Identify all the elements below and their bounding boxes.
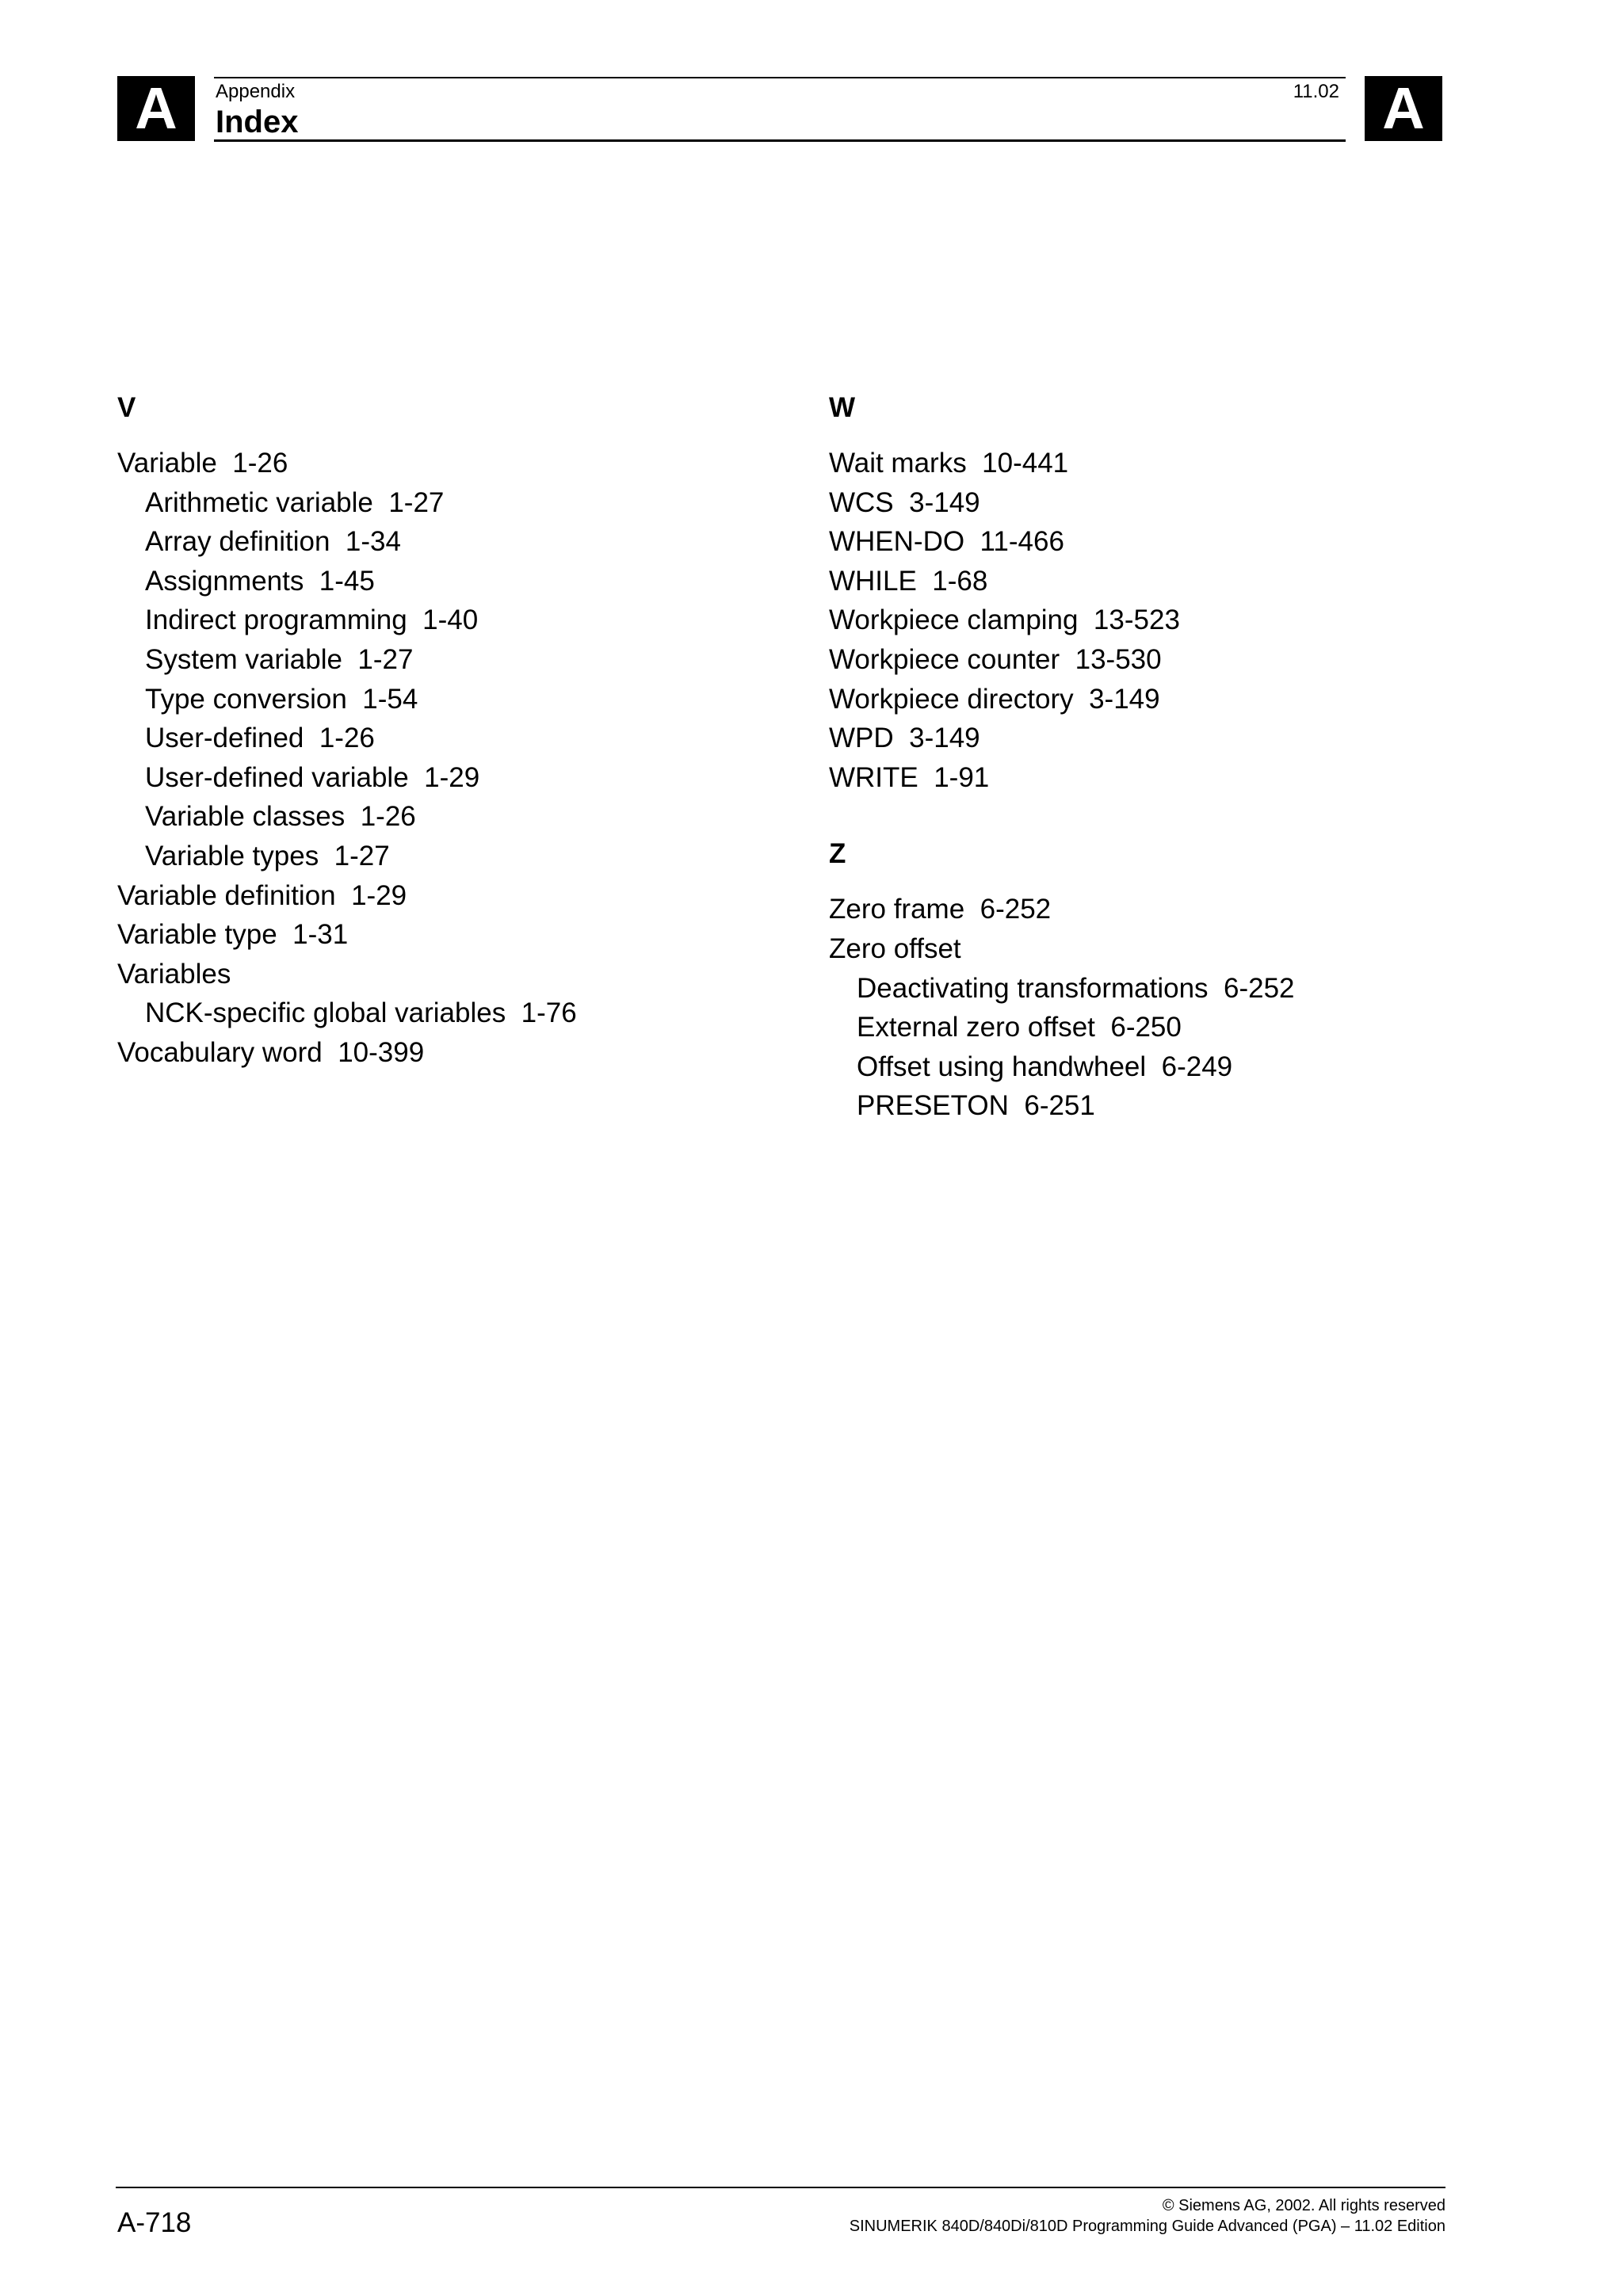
index-subentry: Deactivating transformations 6-252 bbox=[857, 972, 1295, 1004]
index-letter-heading: W bbox=[829, 392, 856, 423]
index-subentry: Offset using handwheel 6-249 bbox=[857, 1051, 1233, 1082]
footer-rule bbox=[116, 2187, 1445, 2188]
index-subentry: User-defined variable 1-29 bbox=[145, 761, 480, 793]
index-entry: Zero offset bbox=[829, 933, 961, 964]
index-column-left bbox=[117, 388, 751, 1073]
header-rule-bottom bbox=[214, 139, 1346, 142]
header-section-label: Appendix bbox=[216, 81, 296, 102]
page-number: A-718 bbox=[117, 2207, 192, 2238]
appendix-badge-right: A bbox=[1365, 76, 1442, 141]
index-entry: WHEN-DO 11-466 bbox=[829, 526, 1064, 558]
index-subentry: Assignments 1-45 bbox=[145, 565, 375, 597]
header-rule-top bbox=[214, 77, 1346, 78]
appendix-badge-left: A bbox=[117, 76, 195, 141]
index-subentry: Type conversion 1-54 bbox=[145, 683, 418, 715]
index-subentry: Indirect programming 1-40 bbox=[145, 605, 479, 636]
copyright-notice: © Siemens AG, 2002. All rights reserved bbox=[1162, 2197, 1445, 2214]
index-entry: WRITE 1-91 bbox=[829, 761, 990, 793]
index-entry: Workpiece directory 3-149 bbox=[829, 683, 1160, 715]
index-entry: WCS 3-149 bbox=[829, 486, 980, 518]
index-subentry: Array definition 1-34 bbox=[145, 526, 401, 558]
index-letter-heading: Z bbox=[829, 838, 846, 870]
index-entry: Workpiece clamping 13-523 bbox=[829, 605, 1180, 636]
index-entry: WHILE 1-68 bbox=[829, 565, 988, 597]
index-subentry: External zero offset 6-250 bbox=[857, 1012, 1182, 1043]
index-subentry: Variable classes 1-26 bbox=[145, 801, 416, 833]
header-edition: 11.02 bbox=[1293, 81, 1339, 102]
book-title: SINUMERIK 840D/840Di/810D Programming Guide Advanced (PGA) – 11.02 Edition bbox=[849, 2218, 1445, 2235]
index-entry: WPD 3-149 bbox=[829, 723, 980, 754]
index-subentry: PRESETON 6-251 bbox=[857, 1090, 1095, 1122]
index-letter-heading: V bbox=[117, 392, 136, 423]
page-title: Index bbox=[216, 105, 299, 139]
index-subentry: Variable types 1-27 bbox=[145, 840, 390, 871]
index-subentry: NCK-specific global variables 1-76 bbox=[145, 997, 577, 1029]
index-entry: Wait marks 10-441 bbox=[829, 448, 1069, 479]
index-entry: Variable definition 1-29 bbox=[117, 879, 407, 911]
index-entry: Variable type 1-31 bbox=[117, 919, 349, 951]
index-entry: Workpiece counter 13-530 bbox=[829, 643, 1162, 675]
index-subentry: Arithmetic variable 1-27 bbox=[145, 486, 445, 518]
index-column-right bbox=[829, 388, 1463, 1126]
index-subentry: System variable 1-27 bbox=[145, 643, 414, 675]
index-entry: Variables bbox=[117, 958, 231, 990]
index-entry: Variable 1-26 bbox=[117, 448, 288, 479]
index-subentry: User-defined 1-26 bbox=[145, 723, 375, 754]
index-entry: Vocabulary word 10-399 bbox=[117, 1036, 425, 1068]
index-entry: Zero frame 6-252 bbox=[829, 894, 1052, 925]
